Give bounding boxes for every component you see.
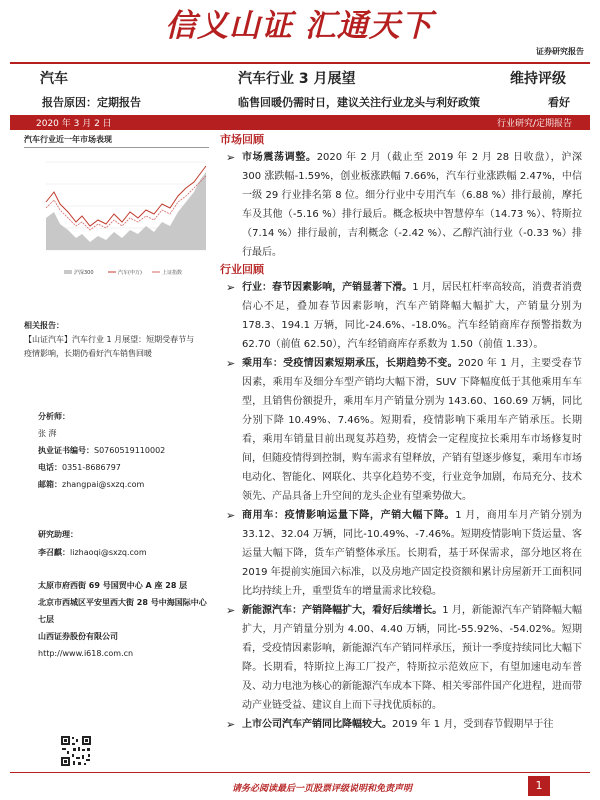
check-icon: ➢ [226, 509, 236, 522]
related-reports [24, 318, 199, 361]
mail-address[interactable]: zhangpai@sxzq.com [62, 480, 145, 489]
report-header [0, 0, 600, 66]
subtitle-row [12, 94, 588, 112]
rating-label: 维持评级 [510, 71, 566, 87]
analyst-label: 分析师： [38, 412, 70, 421]
legend-hs300: 沪深300 [74, 270, 94, 276]
tel-number: 0351-8686797 [62, 463, 121, 472]
cert-label: 执业证书编号： [38, 446, 94, 455]
check-icon: ➢ [226, 357, 236, 370]
para-nev-lead: 新能源汽车：产销降幅扩大，看好后续增长。 [242, 605, 443, 616]
assistant-label: 研究助理： [38, 530, 78, 539]
related-label: 相关报告： [24, 321, 64, 330]
analyst-name: 张 湃 [38, 429, 57, 438]
qr-code-icon [60, 735, 92, 767]
related-report-link[interactable]: 【山证汽车】汽车行业 1 月展望：短期受春节与疫情影响，长期仍看好汽车销售回暖 [24, 335, 195, 358]
report-reason: 报告原因：定期报告 [42, 96, 141, 109]
assistant-name: 李召麒： [38, 548, 70, 557]
para-commercial-lead: 商用车：疫情影响运量下降，产销大幅下降。 [242, 510, 456, 521]
address-taiyuan: 太原市府西街 69 号国贸中心 A 座 28 层 [38, 581, 188, 590]
report-date: 2020 年 3 月 2 日 [36, 119, 112, 129]
address-beijing: 北京市西城区平安里西大街 28 号中海国际中心七层 [38, 598, 207, 624]
para-industry [220, 278, 582, 354]
para-industry-lead: 行业：春节因素影响，产销显著下滑。 [242, 282, 413, 293]
chart-area-series [46, 172, 206, 250]
legend-auto: 汽车(申万) [118, 270, 142, 276]
assistant-info [38, 526, 203, 562]
para-market-lead: 市场震荡调整。 [242, 152, 317, 163]
para-listed-lead: 上市公司汽车产销同比降幅较大。 [242, 719, 392, 730]
industry-label: 汽车 [40, 71, 68, 87]
para-commercial [220, 506, 582, 601]
check-icon: ➢ [226, 604, 236, 617]
para-industry-text: 1 月，居民杠杆率高较高，消费者消费信心不足，叠加春节因素影响，汽车产销降幅大幅扩大，产销量分别为 178.3、194.1 万辆，同比-24.6%、-18.0%。汽车经销商库存预警指数为 62.70（前值 62.50），汽车经销商库存系数为 1.50（前值 1.33）。 [242, 282, 582, 350]
report-subtitle: 临售回暖仍需时日，建议关注行业龙头与利好政策 [238, 96, 480, 109]
main-content [220, 132, 582, 734]
legend-sh: 上证指数 [162, 270, 183, 276]
rating-value: 看好 [548, 96, 570, 109]
para-nev-text: 1 月，新能源汽车产销降幅大幅扩大，月产销量分别为 4.00、4.40 万辆，同比-55.92%、-54.02%。短期看，受疫情因素影响，新能源汽车产销同样承压，预计一季度持续同比大幅下降。长期看，特斯拉上海工厂投产，特斯拉示范效应下，有望加速电动车普及、动力电池为核心的新能源汽车成本下降、相关零部件国产化进程，进而带动产业链受益、建议自上而下寻找优质标的。 [242, 605, 583, 711]
check-icon: ➢ [226, 718, 236, 731]
chart-title: 汽车行业近一年市场表现 [24, 134, 209, 148]
analyst-info [38, 408, 203, 493]
report-category: 证券研究报告 [536, 47, 584, 56]
check-icon: ➢ [226, 281, 236, 294]
para-commercial-text: 1 月，商用车月产销分别为 33.12、32.04 万辆，同比-10.49%、-7.46%。短期疫情影响下货运量、客运量大幅下降，货车产销整体承压。长期看，基于环保需求，部分地区将在 2019 年提前实施国六标准，以及房地产固定投资额和累计房屋新开工面积同比均持续上升，重型货车的增量需求比较稳。 [242, 510, 583, 597]
market-chart-panel [24, 134, 209, 282]
footer-divider [10, 772, 590, 773]
para-market [220, 148, 582, 262]
para-listed-text: 2019 年 1 月，受到春节假期早于往 [392, 719, 554, 730]
market-chart-svg [24, 152, 209, 282]
analyst-cert-row [38, 442, 203, 459]
cert-number: S0760519110002 [94, 446, 166, 455]
para-market-text: 2020 年 2 月（截止至 2019 年 2 月 28 日收盘），沪深 300 涨跌幅-1.59%，创业板涨跌幅 7.66%，汽车行业涨跌幅 2.47%，中信一级 29 行业排名第 8 位。细分行业中专用汽车（6.88 %）排行最前，摩托车及其他（-5.16 %）排行最后。概念板块中智慧停车（14.73 %）、特斯拉（7.14 %）排行最前，吉利概念（-2.42 %）、乙醇汽油行业（-0.33 %）排行最后。 [242, 152, 583, 258]
mail-label: 邮箱： [38, 480, 62, 489]
para-nev [220, 601, 582, 715]
title-row [12, 68, 588, 90]
report-title: 汽车行业 3 月展望 [238, 71, 356, 87]
chart-legend [64, 269, 182, 276]
market-chart [24, 152, 209, 282]
check-icon: ➢ [226, 151, 236, 164]
date-bar [10, 115, 590, 130]
report-type: 行业研究/定期报告 [496, 119, 572, 129]
header-divider [10, 62, 590, 64]
assistant-mail[interactable]: lizhaoqi@sxzq.com [70, 548, 147, 557]
analyst-mail-row [38, 476, 203, 493]
assistant-row [38, 544, 203, 562]
page-number: 1 [528, 776, 550, 796]
para-listed [220, 715, 582, 734]
para-passenger [220, 354, 582, 506]
company-name: 山西证券股份有限公司 [38, 632, 118, 641]
section-market-review: 市场回顾 [220, 133, 264, 146]
brand-slogan: 信义山证 汇通天下 [165, 8, 433, 44]
para-passenger-lead: 乘用车：受疫情因素短期承压，长期趋势不变。 [242, 358, 458, 369]
analyst-tel-row [38, 459, 203, 476]
section-industry-review: 行业回顾 [220, 263, 264, 276]
company-website[interactable]: http://www.i618.com.cn [38, 649, 134, 658]
company-address [38, 577, 208, 662]
para-passenger-text: 2020 年 1 月，主要受春节因素，乘用车及细分车型产销均大幅下滑，SUV 下降幅度低于其他乘用车车型，且销售份额提升，乘用车月产销量分别为 143.60、160.69 万辆，同比分别下降 10.49%、7.46%。短期看，疫情影响下乘用车产销承压。长期看，乘用车销量目前出现复苏趋势，疫情会一定程度拉长乘用车市场修复时间，但随疫情得到控制，购车需求有望释放，产销有望逐步修复，乘用车市场电动化、智能化、网联化、共享化趋势不变，行业竞争加剧，布局充分、技术领先、产品具备上升空间的龙头企业有望乘势做大。 [242, 358, 582, 502]
tel-label: 电话： [38, 463, 62, 472]
footer-disclaimer: 请务必阅读最后一页股票评级说明和免责声明 [232, 784, 413, 794]
